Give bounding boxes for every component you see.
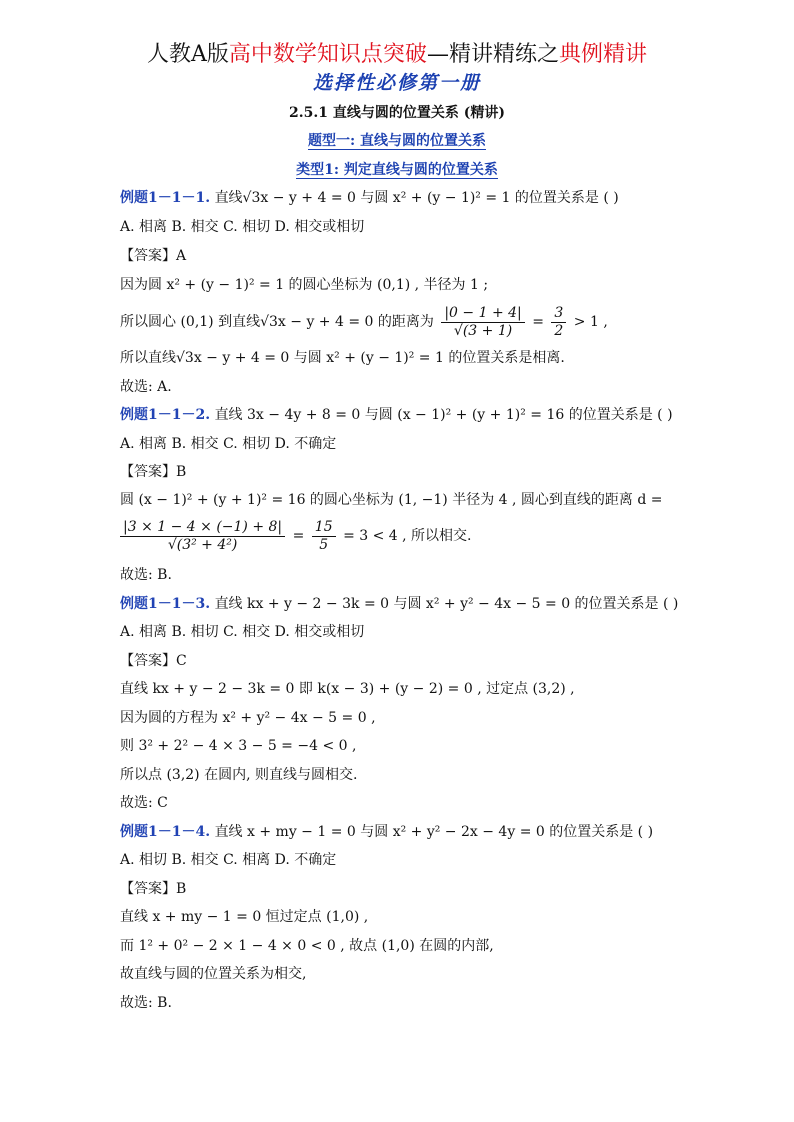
page-subtitle: 选择性必修第一册 bbox=[312, 72, 481, 94]
page-title bbox=[0, 40, 794, 70]
example-3-solution-3: 则 3² + 2² − 4 × 3 − 5 = −4 < 0 , bbox=[120, 738, 357, 754]
example-4-solution-3: 故直线与圆的位置关系为相交, bbox=[120, 966, 307, 982]
example-3-answer: 【答案】C bbox=[120, 653, 187, 669]
example-1-answer: 【答案】A bbox=[120, 248, 187, 264]
example-2-fraction-1-num: |3 × 1 − 4 × (−1) + 8| bbox=[120, 519, 285, 537]
example-4-question-line bbox=[120, 822, 720, 842]
example-1-solution-1: 因为圆 x² + (y − 1)² = 1 的圆心坐标为 (0,1) , 半径为 1 ; bbox=[120, 277, 489, 293]
example-2-label: 例题1－1－2. bbox=[120, 407, 211, 423]
type-heading bbox=[0, 160, 794, 180]
type-heading-text: 类型1: 判定直线与圆的位置关系 bbox=[296, 162, 498, 178]
example-4-solution-2: 而 1² + 0² − 2 × 1 − 4 × 0 < 0 , 故点 (1,0) 在圆的内部, bbox=[120, 938, 494, 954]
example-1-fraction-2-num: 3 bbox=[551, 305, 566, 323]
example-2-fraction-2-num: 15 bbox=[312, 519, 336, 537]
example-2-question-line bbox=[120, 405, 720, 425]
example-1-fraction-2 bbox=[551, 305, 566, 340]
example-2-solution-1: 圆 (x − 1)² + (y + 1)² = 16 的圆心坐标为 (1, −1) 半径为 4 , 圆心到直线的距离 d = bbox=[120, 492, 663, 508]
example-1-label: 例题1－1－1. bbox=[120, 190, 211, 206]
title-part-3: —精讲精练之 bbox=[426, 42, 559, 67]
example-4-options: A. 相切 B. 相交 C. 相离 D. 不确定 bbox=[120, 852, 337, 868]
title-part-4: 典例精讲 bbox=[558, 42, 647, 67]
example-2-distance-suffix: = 3 < 4 , 所以相交. bbox=[343, 528, 472, 544]
example-4-solution-4: 故选: B. bbox=[120, 995, 172, 1011]
example-1-question-line bbox=[120, 188, 720, 208]
example-2-answer: 【答案】B bbox=[120, 464, 187, 480]
example-1-distance-suffix: > 1 , bbox=[573, 314, 608, 330]
example-2-options: A. 相离 B. 相交 C. 相切 D. 不确定 bbox=[120, 436, 337, 452]
title-part-2: 高中数学知识点突破 bbox=[228, 42, 427, 67]
example-2-fraction-1-den: √(3² + 4²) bbox=[167, 536, 238, 553]
example-1-solution-3: 故选: A. bbox=[120, 379, 172, 395]
example-3-solution-1: 直线 kx + y − 2 − 3k = 0 即 k(x − 3) + (y − 2) = 0 , 过定点 (3,2) , bbox=[120, 681, 575, 697]
example-2-fraction-2 bbox=[312, 519, 336, 554]
example-4-question: 直线 x + my − 1 = 0 与圆 x² + y² − 2x − 4y = 0 的位置关系是 ( ) bbox=[214, 824, 654, 840]
example-4-label: 例题1－1－4. bbox=[120, 824, 211, 840]
example-2-distance-line bbox=[120, 516, 720, 556]
example-1-fraction-1-num: |0 − 1 + 4| bbox=[441, 305, 524, 323]
topic-heading-text: 题型一: 直线与圆的位置关系 bbox=[307, 133, 487, 149]
example-1-fraction-2-den: 2 bbox=[554, 322, 564, 339]
example-3-question: 直线 kx + y − 2 − 3k = 0 与圆 x² + y² − 4x − 5 = 0 的位置关系是 ( ) bbox=[214, 596, 679, 612]
example-1-distance-line bbox=[120, 304, 720, 340]
example-2-fraction-1 bbox=[120, 519, 285, 554]
example-1-fraction-1 bbox=[441, 305, 524, 340]
example-1-distance-prefix: 所以圆心 (0,1) 到直线√3x − y + 4 = 0 的距离为 bbox=[120, 314, 434, 330]
example-1-options: A. 相离 B. 相交 C. 相切 D. 相交或相切 bbox=[120, 219, 365, 235]
example-3-solution-4: 所以点 (3,2) 在圆内, 则直线与圆相交. bbox=[120, 767, 358, 783]
example-2-fraction-2-den: 5 bbox=[319, 536, 329, 553]
example-1-solution-2: 所以直线√3x − y + 4 = 0 与圆 x² + (y − 1)² = 1 的位置关系是相离. bbox=[120, 350, 565, 366]
topic-heading bbox=[0, 131, 794, 151]
example-4-answer: 【答案】B bbox=[120, 881, 187, 897]
example-1-question: 直线√3x − y + 4 = 0 与圆 x² + (y − 1)² = 1 的位置关系是 ( ) bbox=[214, 190, 619, 206]
example-2-distance-eq: = bbox=[292, 528, 305, 544]
example-2-solution-2: 故选: B. bbox=[120, 567, 172, 583]
example-3-question-line bbox=[120, 594, 720, 614]
example-2-question: 直线 3x − 4y + 8 = 0 与圆 (x − 1)² + (y + 1)² = 16 的位置关系是 ( ) bbox=[214, 407, 673, 423]
example-3-solution-5: 故选: C bbox=[120, 795, 168, 811]
example-4-solution-1: 直线 x + my − 1 = 0 恒过定点 (1,0) , bbox=[120, 909, 369, 925]
example-3-options: A. 相离 B. 相切 C. 相交 D. 相交或相切 bbox=[120, 624, 365, 640]
title-part-1: 人教A版 bbox=[147, 42, 229, 67]
example-1-distance-eq: = bbox=[532, 314, 544, 330]
example-3-label: 例题1－1－3. bbox=[120, 596, 211, 612]
example-3-solution-2: 因为圆的方程为 x² + y² − 4x − 5 = 0 , bbox=[120, 710, 376, 726]
section-code: 2.5.1 直线与圆的位置关系 (精讲) bbox=[289, 105, 505, 121]
example-1-fraction-1-den: √(3 + 1) bbox=[453, 322, 513, 339]
